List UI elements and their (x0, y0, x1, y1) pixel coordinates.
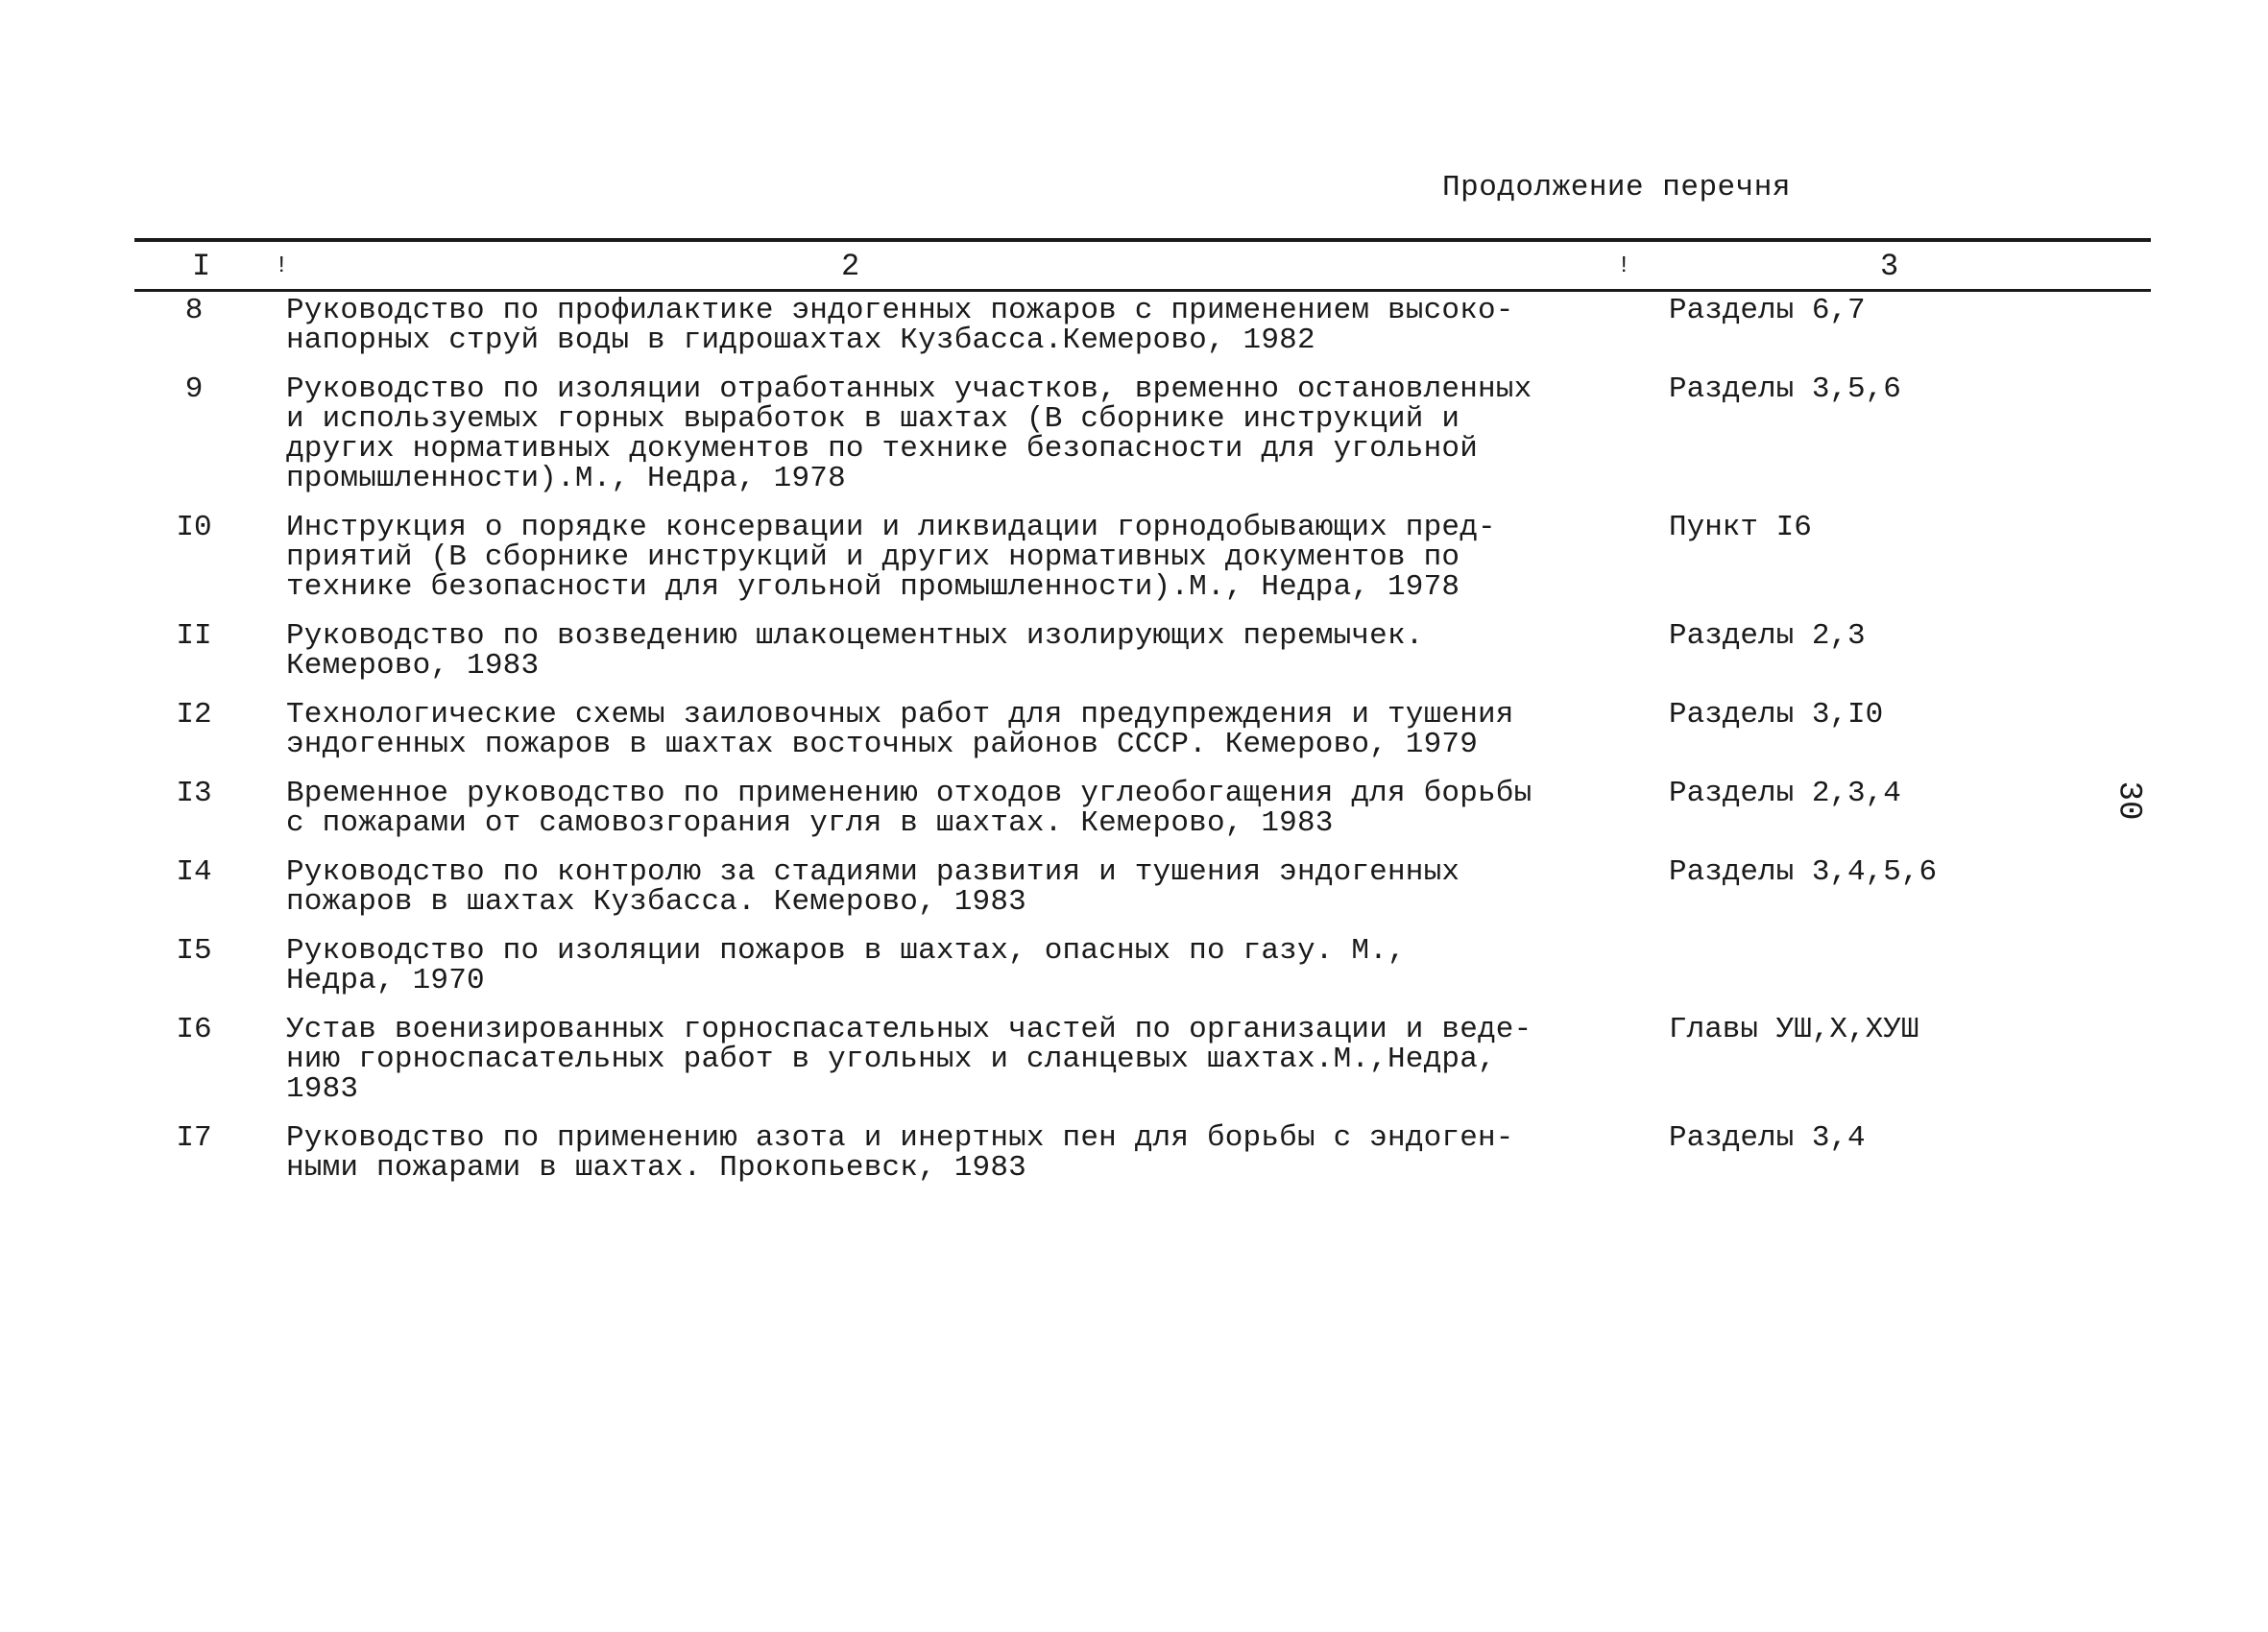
list-item (134, 857, 2151, 917)
caption: Продолжение перечня (1442, 171, 1791, 204)
list-item (134, 1123, 2151, 1183)
item-title (286, 296, 1755, 355)
column-header-1: I (192, 249, 211, 284)
item-title-line: промышленности).М., Недра, 1978 (286, 462, 846, 495)
item-title-line: пожаров в шахтах Кузбасса. Кемерово, 1983 (286, 885, 1026, 919)
header-rule-top (134, 238, 2151, 242)
item-title (286, 1015, 1755, 1104)
item-title (286, 621, 1755, 681)
column-separator: ! (1617, 253, 1631, 279)
list-item (134, 779, 2151, 838)
item-title (286, 700, 1755, 759)
item-title-line: 1983 (286, 1072, 359, 1106)
list-item (134, 700, 2151, 759)
item-title-line: технике безопасности для угольной промышленности).М., Недра, 1978 (286, 570, 1460, 604)
item-title-line: Руководство по изоляции пожаров в шахтах, опасных по газу. М., (286, 934, 1406, 968)
item-title (286, 1123, 1755, 1183)
list-item (134, 936, 2151, 996)
header-rule-bottom (134, 289, 2151, 292)
item-title-line: с пожарами от самовозгорания угля в шахтах. Кемерово, 1983 (286, 806, 1334, 840)
item-reference: Разделы 6,7 (1669, 294, 1866, 327)
item-reference: Главы УШ,Х,ХУШ (1669, 1013, 1919, 1046)
item-title-line: и используемых горных выработок в шахтах (В сборнике инструкций и (286, 402, 1460, 436)
list-item (134, 621, 2151, 681)
item-reference: Разделы 2,3 (1669, 619, 1866, 653)
item-number: I2 (176, 698, 212, 732)
item-title-line: приятий (В сборнике инструкций и других нормативных документов по (286, 540, 1460, 574)
item-number: I7 (176, 1121, 212, 1155)
item-title-line: эндогенных пожаров в шахтах восточных районов СССР. Кемерово, 1979 (286, 728, 1478, 761)
list-item (134, 513, 2151, 602)
list-item (134, 1015, 2151, 1104)
item-reference: Разделы 3,I0 (1669, 698, 1884, 732)
document-list (134, 296, 2151, 1202)
item-title-line: Руководство по возведению шлакоцементных изолирующих перемычек. (286, 619, 1424, 653)
item-title (286, 857, 1755, 917)
item-title-line: напорных струй воды в гидрошахтах Кузбасса.Кемерово, 1982 (286, 324, 1315, 357)
item-title-line: Руководство по применению азота и инертных пен для борьбы с эндоген- (286, 1121, 1514, 1155)
item-number: II (176, 619, 212, 653)
item-title (286, 513, 1755, 602)
item-title-line: ными пожарами в шахтах. Прокопьевск, 1983 (286, 1151, 1026, 1185)
item-title-line: Технологические схемы заиловочных работ для предупреждения и тушения (286, 698, 1514, 732)
item-reference: Разделы 3,4,5,6 (1669, 855, 1938, 889)
item-title (286, 779, 1755, 838)
column-header-2: 2 (841, 249, 860, 284)
item-title-line: Руководство по профилактике эндогенных пожаров с применением высоко- (286, 294, 1514, 327)
item-title-line: нию горноспасательных работ в угольных и сланцевых шахтах.М.,Недра, (286, 1043, 1496, 1076)
item-title-line: Временное руководство по применению отходов углеобогащения для борьбы (286, 777, 1532, 810)
item-number: 9 (184, 372, 204, 406)
item-reference: Разделы 3,4 (1669, 1121, 1866, 1155)
item-number: I4 (176, 855, 212, 889)
item-title-line: Руководство по изоляции отработанных участков, временно остановленных (286, 372, 1532, 406)
item-reference: Разделы 3,5,6 (1669, 372, 1901, 406)
item-title-line: Кемерово, 1983 (286, 649, 540, 683)
page-number: 30 (2110, 780, 2147, 821)
item-reference: Разделы 2,3,4 (1669, 777, 1901, 810)
list-item (134, 296, 2151, 355)
item-title (286, 374, 1755, 493)
item-title-line: Недра, 1970 (286, 964, 485, 997)
list-item (134, 374, 2151, 493)
item-title-line: Руководство по контролю за стадиями развития и тушения эндогенных (286, 855, 1460, 889)
item-number: I5 (176, 934, 212, 968)
column-header-3: 3 (1880, 249, 1899, 284)
column-separator: ! (275, 253, 289, 279)
item-number: 8 (184, 294, 204, 327)
item-number: I6 (176, 1013, 212, 1046)
item-title (286, 936, 1755, 996)
item-title-line: Инструкция о порядке консервации и ликвидации горнодобывающих пред- (286, 511, 1496, 544)
item-number: I3 (176, 777, 212, 810)
item-title-line: Устав военизированных горноспасательных частей по организации и веде- (286, 1013, 1532, 1046)
item-reference: Пункт I6 (1669, 511, 1812, 544)
item-number: I0 (176, 511, 212, 544)
item-title-line: других нормативных документов по технике безопасности для угольной (286, 432, 1478, 466)
